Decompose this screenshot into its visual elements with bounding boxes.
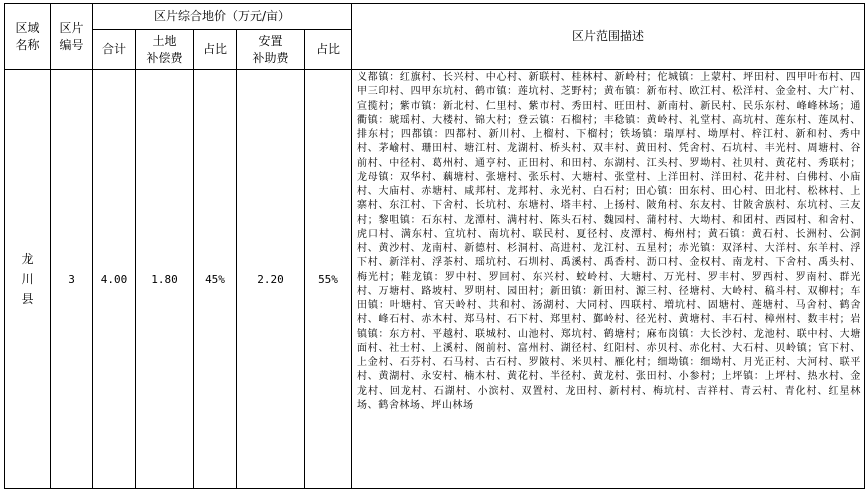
header-resettle-percent: 占比: [305, 30, 352, 70]
header-land-percent: 占比: [194, 30, 237, 70]
header-price-group: 区片综合地价（万元/亩）: [93, 4, 352, 30]
cell-county-name: [5, 70, 51, 489]
cell-land-compensation: 1.80: [136, 70, 194, 489]
header-zone-code-line1: 区片: [59, 20, 84, 35]
header-resettle-line1: 安置: [258, 33, 283, 48]
cell-zone-code: 3: [51, 70, 93, 489]
cell-scope-description: 义都镇：红旗村、长兴村、中心村、新联村、桂林村、新岭村；佗城镇：上蒙村、坪田村、四甲叶布村、四甲三印村、四甲东坑村、鹤市镇：莲坑村、芝野村；黄布镇：新布村、欧江村、松洋村、金金村、大广村、宣揽村；紫市镇：新北村、仁里村、紫市村、秀田村、旺田村、新南村、新民村、民乐东村、峰峰林场；通衢镇：琥瑶村、大楼村、锦大村；登云镇：石榴村；丰稔镇：黄岭村、礼堂村、高坑村、莲东村、莲凤村、排东村；四都镇：四都村、新川村、上榴村、下榴村；铁场镇：瑞厚村、坳厚村、梓江村、新和村、秀中村、茅崳村、珊田村、塘江村、龙湖村、桥头村、双丰村、黄田村、凭舍村、石坑村、丰光村、周塘村、谷前村、中径村、葛州村、通亨村、正田村、和田村、东湖村、江头村、罗坳村、社贝村、黄花村、秀联村；龙母镇：双华村、藕塘村、张塘村、张乐村、大塘村、张堂村、上洋田村、洋田村、花井村、白佛村、小庙村、大庙村、赤塘村、咸邦村、龙邦村、永光村、白石村；田心镇：田东村、田心村、田北村、松林村、上寨村、东江村、下舍村、长坑村、东塘村、塔丰村、上扬村、陂角村、东友村、甘陂舍族村、东坑村、三友村；黎咀镇：石东村、龙潭村、满村村、陈头石村、魏园村、蒲村村、大坳村、和团村、西园村、和舍村、虎口村、满东村、宜坑村、南坑村、联民村、夏径村、皮潭村、梅州村；黄石镇：黄石村、长洲村、公洞村、黄沙村、龙南村、新德村、杉洞村、高进村、龙江村、五星村；赤光镇：双泽村、大洋村、东羊村、浮下村、新洋村、浮茶村、瑶坑村、石圳村、禹溪村、禹香村、沥口村、金权村、南龙村、下舍村、禹头村、梅光村；鞋龙镇：罗中村、罗回村、东兴村、蛟岭村、大塘村、万光村、罗丰村、罗西村、罗南村、群光村、万塘村、路坡村、罗明村、园田村；新田镇：新田村、源三村、径塘村、大岭村、稿斗村、双柳村；车田镇：叶塘村、官天岭村、共和村、汤湖村、大同村、四联村、増坑村、固塘村、莲塘村、马舍村、鹤舍村、峰石村、赤木村、郑马村、石下村、郑里村、鄞岭村、径光村、黄塘村、丰石村、樟州村、数丰村；岩镇镇：东方村、平越村、联城村、山池村、郑坑村、鹤塘村；麻布岗镇：大长沙村、龙池村、联中村、大塘面村、社士村、上溪村、阁前村、富州村、湖径村、红阳村、赤贝村、赤化村、大石村、贝岭镇；官下村、上金村、石芬村、石马村、古石村、罗陂村、米贝村、雁化村；细坳镇：细坳村、月光正村、大河村、联平村、黄湖村、永安村、楠木村、黄花村、半径村、黄龙村、张田村、小参村；上坪镇：上坪村、热水村、金龙村、回龙村、石湖村、小滨村、双置村、龙田村、新村村、梅坑村、吉祥村、青云村、青化村、红星林场、鹤舍林场、坪山林场: [352, 70, 865, 489]
header-land-compensation: [136, 30, 194, 70]
header-resettlement-subsidy: [237, 30, 305, 70]
county-char-3: 县: [21, 292, 34, 306]
header-area-name-line2: 名称: [15, 37, 40, 52]
header-total: 合计: [93, 30, 136, 70]
header-zone-code-line2: 编号: [59, 37, 84, 52]
cell-resettlement-subsidy: 2.20: [237, 70, 305, 489]
cell-resettle-percent: 55%: [305, 70, 352, 489]
county-char-1: 龙: [21, 252, 34, 266]
land-price-table: [4, 3, 865, 489]
header-scope: 区片范围描述: [352, 4, 865, 70]
table-row: [5, 70, 865, 489]
header-area-name: [5, 4, 51, 70]
cell-total: 4.00: [93, 70, 136, 489]
header-resettle-line2: 补助费: [252, 50, 289, 65]
header-zone-code: [51, 4, 93, 70]
cell-land-percent: 45%: [194, 70, 237, 489]
county-char-2: 川: [21, 272, 34, 286]
header-land-line1: 土地: [152, 33, 177, 48]
header-land-line2: 补偿费: [146, 50, 183, 65]
header-area-name-line1: 区域: [15, 20, 40, 35]
